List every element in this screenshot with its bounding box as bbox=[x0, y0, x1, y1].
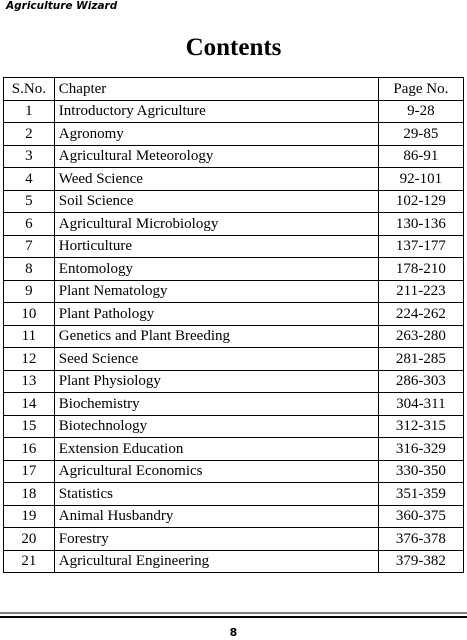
table-row bbox=[4, 415, 464, 438]
cell-sno: 17 bbox=[4, 460, 55, 483]
cell-sno: 13 bbox=[4, 370, 55, 393]
table-row bbox=[4, 505, 464, 528]
table-body bbox=[4, 100, 464, 573]
table-row bbox=[4, 550, 464, 573]
cell-page: 178-210 bbox=[378, 258, 463, 281]
page-title: Contents bbox=[185, 34, 282, 61]
header-chapter: Chapter bbox=[54, 78, 378, 101]
page-number: 8 bbox=[229, 626, 238, 639]
cell-page: 312-315 bbox=[378, 415, 463, 438]
running-header: Agriculture Wizard bbox=[6, 0, 118, 12]
cell-sno: 3 bbox=[4, 145, 55, 168]
cell-chapter: Animal Husbandry bbox=[54, 505, 378, 528]
cell-chapter: Weed Science bbox=[54, 168, 378, 191]
cell-page: 360-375 bbox=[378, 505, 463, 528]
table-row bbox=[4, 438, 464, 461]
header-page: Page No. bbox=[378, 78, 463, 101]
cell-page: 92-101 bbox=[378, 168, 463, 191]
cell-chapter: Entomology bbox=[54, 258, 378, 281]
cell-sno: 7 bbox=[4, 235, 55, 258]
table-row bbox=[4, 393, 464, 416]
cell-sno: 11 bbox=[4, 325, 55, 348]
cell-chapter: Agricultural Engineering bbox=[54, 550, 378, 573]
cell-chapter: Biochemistry bbox=[54, 393, 378, 416]
cell-sno: 20 bbox=[4, 528, 55, 551]
contents-table bbox=[3, 77, 464, 573]
cell-page: 224-262 bbox=[378, 303, 463, 326]
table-row bbox=[4, 145, 464, 168]
cell-sno: 8 bbox=[4, 258, 55, 281]
cell-sno: 5 bbox=[4, 190, 55, 213]
cell-page: 29-85 bbox=[378, 123, 463, 146]
cell-page: 316-329 bbox=[378, 438, 463, 461]
cell-chapter: Biotechnology bbox=[54, 415, 378, 438]
table-row bbox=[4, 325, 464, 348]
cell-page: 351-359 bbox=[378, 483, 463, 506]
cell-page: 211-223 bbox=[378, 280, 463, 303]
cell-sno: 6 bbox=[4, 213, 55, 236]
cell-page: 376-378 bbox=[378, 528, 463, 551]
cell-chapter: Statistics bbox=[54, 483, 378, 506]
cell-sno: 14 bbox=[4, 393, 55, 416]
cell-sno: 15 bbox=[4, 415, 55, 438]
cell-page: 281-285 bbox=[378, 348, 463, 371]
table-row bbox=[4, 100, 464, 123]
cell-chapter: Soil Science bbox=[54, 190, 378, 213]
cell-chapter: Introductory Agriculture bbox=[54, 100, 378, 123]
cell-chapter: Genetics and Plant Breeding bbox=[54, 325, 378, 348]
cell-page: 102-129 bbox=[378, 190, 463, 213]
table-row bbox=[4, 258, 464, 281]
table-row bbox=[4, 483, 464, 506]
cell-page: 379-382 bbox=[378, 550, 463, 573]
cell-chapter: Agricultural Microbiology bbox=[54, 213, 378, 236]
table-row bbox=[4, 303, 464, 326]
footer-rule bbox=[0, 611, 467, 621]
cell-sno: 4 bbox=[4, 168, 55, 191]
header-sno: S.No. bbox=[4, 78, 55, 101]
table-row bbox=[4, 213, 464, 236]
cell-page: 130-136 bbox=[378, 213, 463, 236]
table-row bbox=[4, 123, 464, 146]
cell-sno: 10 bbox=[4, 303, 55, 326]
cell-chapter: Seed Science bbox=[54, 348, 378, 371]
cell-page: 86-91 bbox=[378, 145, 463, 168]
cell-sno: 16 bbox=[4, 438, 55, 461]
table-header-row bbox=[4, 78, 464, 101]
table-row bbox=[4, 190, 464, 213]
cell-page: 286-303 bbox=[378, 370, 463, 393]
cell-page: 137-177 bbox=[378, 235, 463, 258]
cell-sno: 12 bbox=[4, 348, 55, 371]
table-row bbox=[4, 528, 464, 551]
cell-page: 263-280 bbox=[378, 325, 463, 348]
table-row bbox=[4, 235, 464, 258]
cell-chapter: Agricultural Economics bbox=[54, 460, 378, 483]
cell-page: 9-28 bbox=[378, 100, 463, 123]
cell-sno: 1 bbox=[4, 100, 55, 123]
cell-chapter: Horticulture bbox=[54, 235, 378, 258]
cell-chapter: Agricultural Meteorology bbox=[54, 145, 378, 168]
cell-chapter: Extension Education bbox=[54, 438, 378, 461]
cell-sno: 19 bbox=[4, 505, 55, 528]
table-row bbox=[4, 280, 464, 303]
cell-chapter: Agronomy bbox=[54, 123, 378, 146]
cell-chapter: Plant Pathology bbox=[54, 303, 378, 326]
cell-chapter: Forestry bbox=[54, 528, 378, 551]
cell-chapter: Plant Physiology bbox=[54, 370, 378, 393]
table-row bbox=[4, 168, 464, 191]
cell-sno: 21 bbox=[4, 550, 55, 573]
table-row bbox=[4, 370, 464, 393]
cell-page: 304-311 bbox=[378, 393, 463, 416]
cell-sno: 9 bbox=[4, 280, 55, 303]
cell-sno: 2 bbox=[4, 123, 55, 146]
cell-page: 330-350 bbox=[378, 460, 463, 483]
cell-chapter: Plant Nematology bbox=[54, 280, 378, 303]
cell-sno: 18 bbox=[4, 483, 55, 506]
table-row bbox=[4, 460, 464, 483]
table-row bbox=[4, 348, 464, 371]
